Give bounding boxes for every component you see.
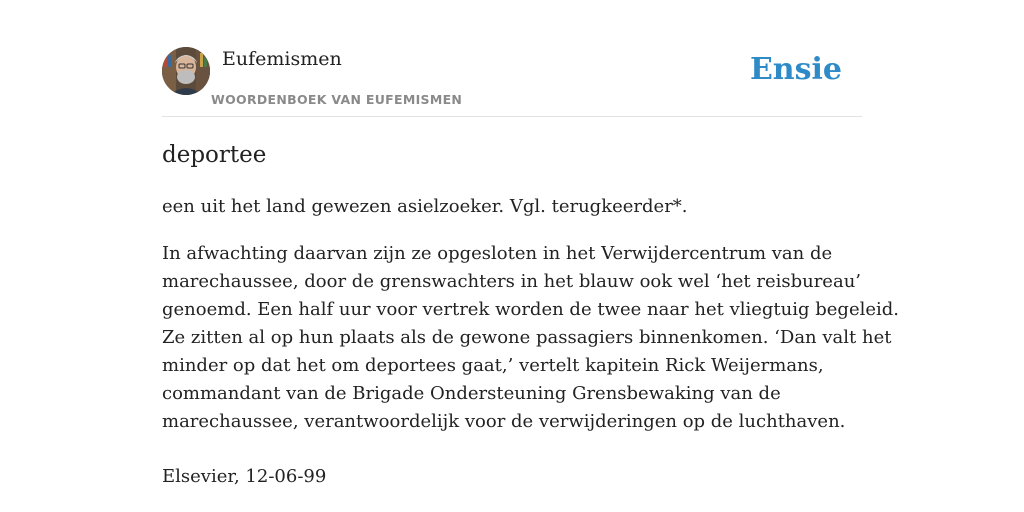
entry-term: deportee xyxy=(162,142,267,168)
source-name[interactable]: Eufemismen xyxy=(222,48,342,70)
quote-line: In afwachting daarvan zijn ze opgesloten in het Verwijdercentrum van de xyxy=(162,243,833,264)
author-avatar[interactable] xyxy=(162,47,210,95)
quote-line: Ze zitten al op hun plaats als de gewone passagiers binnenkomen. ‘Dan valt het xyxy=(162,327,892,348)
entry-citation: Elsevier, 12-06-99 xyxy=(162,466,327,487)
quote-line: marechaussee, verantwoordelijk voor de verwijderingen op de luchthaven. xyxy=(162,411,846,432)
portrait-icon xyxy=(162,47,210,95)
entry-quote xyxy=(162,240,900,436)
page-header xyxy=(162,46,862,117)
source-subtitle[interactable]: WOORDENBOEK VAN EUFEMISMEN xyxy=(211,92,463,107)
quote-line: commandant van de Brigade Ondersteuning Grensbewaking van de xyxy=(162,383,781,404)
quote-line: marechaussee, door de grenswachters in het blauw ook wel ‘het reisbureau’ xyxy=(162,271,862,292)
quote-line: genoemd. Een half uur voor vertrek worden de twee naar het vliegtuig begeleid. xyxy=(162,299,900,320)
entry-definition: een uit het land gewezen asielzoeker. Vgl. terugkeerder*. xyxy=(162,196,688,217)
quote-line: minder op dat het om deportees gaat,’ vertelt kapitein Rick Weijermans, xyxy=(162,355,824,376)
brand-logo[interactable]: Ensie xyxy=(749,52,842,87)
